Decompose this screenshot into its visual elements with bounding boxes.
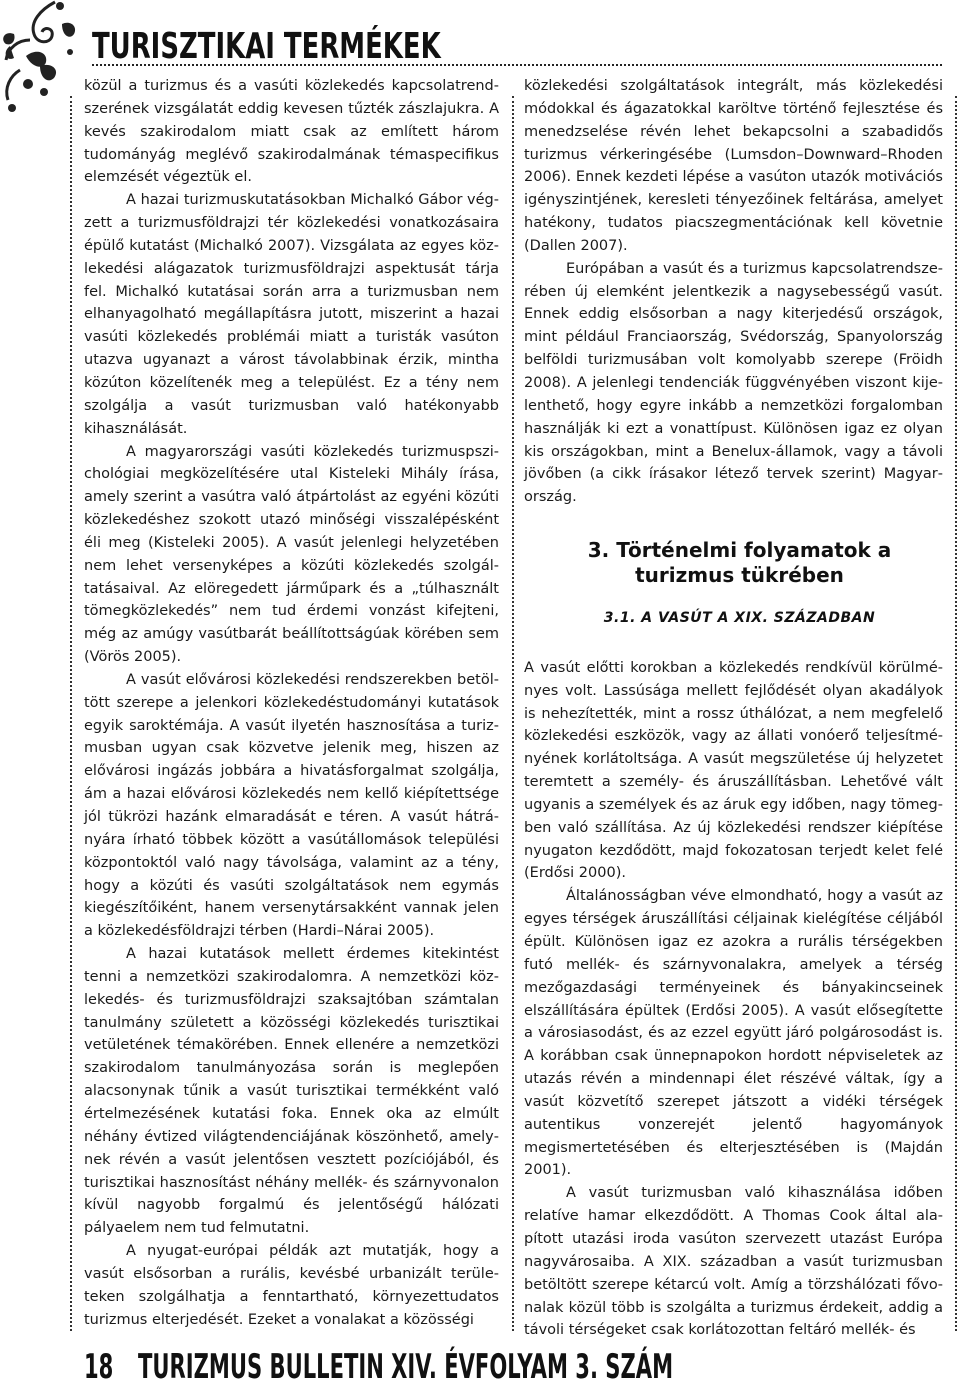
left-dotted-divider [70,96,72,1331]
publication-name: TURIZMUS BULLETIN XIV. ÉVFOLYAM 3. SZÁM [138,1347,674,1387]
paragraph: A vasút előtti korokban a közlekedés rendkívül körülményes volt. Lassúsága mellett fejlődését olyan akadályok is nehezítették, mint a rossz úthálózat, a nem megfelelő közlekedési eszközök, vagy az állati vonóerő teljesítményének korlátoltsága. A vasút megszületése új helyzetet teremtett a személy- és áruszállításban. Lehetővé vált ugyanis a személyek és az áruk egy időben, nagy tömegben való szállítása. Az új közlekedési rendszer kiépítése nyugaton kezdődött, majd fokozatosan terjedt kelet felé (Erdősi 2000). [524,659,943,882]
right-dotted-divider [955,96,957,1331]
page-footer [84,1347,673,1387]
paragraph: A hazai kutatások mellett érdemes kitekintést tenni a nemzetközi szakirodalomra. A nemzetközi közlekedés- és turizmusföldrajzi szaksajtóban számtalan tanulmány született a közösségi közlekedés turisztikai vetületének témakörében. Ennek ellenére a nemzetközi szakirodalom tanulmányozása során is meglepően alacsonynak tűnik a vasút turisztikai termékként való értelmezésének kutatási foka. Ennek oka az elmúlt néhány évtized világtendenciájának köszönhető, amelynek révén a vasút jelentősen vesztett pozíciójából, és turisztikai hasznosítást néhány mellék- és szárnyvonalon kívül nagyobb forgalmú és jelentőségű hálózati pályaelem nem tud felmutatni. [84,946,499,1237]
column-dotted-divider [512,96,514,1331]
paragraph: A vasút elővárosi közlekedési rendszerekben betöltött szerepe a jelenkori közlekedéstudományi kutatások egyik saroktémája. A vasút ilyetén hasznosítása a turizmusban ugyan csak közvetve jelenik meg, hiszen az elővárosi ingázás jobbára a hivatásforgalmat szolgálja, ám a hazai elővárosi közlekedés nem kellő kiépítettsége jól tükrözi hazánk elmaradását e téren. A vasút hátrányára írható többek között a vasútállomások települési központoktól való nagy távolsága, valamint az a tény, hogy a közúti és vasúti szolgáltatások nem egymás kiegészítőiként, hanem versenytársakként vannak jelen a közlekedésföldrajzi térben (Hardi–Nárai 2005). [84,671,499,940]
header-divider [92,64,942,66]
section-heading: 3. Történelmi folyamatok a turizmus tükrében [587,538,892,588]
paragraph: A vasút turizmusban való kihasználása időben relatíve hamar elkezdődött. A Thomas Cook által alapított utazási iroda vasúton szervezett utazást Európa nagyvárosaiba. A XIX. században a vasút turizmusban betöltött szerepe kétarcú volt. Amíg a törzshálózati fővonalak közül több is szolgálta a turizmus érdekeit, addig a távoli térségeket csak korlátozottan feltáró mellék- és [524,1185,943,1339]
left-text-column [84,75,499,1331]
subsection-heading: 3.1. A VASÚT A XIX. SZÁZADBAN [603,610,876,627]
paragraph: Európában a vasút és a turizmus kapcsolatrendszerében új elemként jelentkezik a nagysebességű vasút. Ennek eddig elsősorban a nagy kiterjedésű országok, mint például Franciaország, Svédország, Spanyolország belföldi turizmusában volt komolyabb szerepe (Fröidh 2008). A jelenlegi tendenciák függvényében viszont kijelenthető, hogy egyre inkább a nemzetközi forgalomban használják ki ezt a vonattípust. Különösen igaz ez olyan kis országokban, mint a Benelux-államok, vagy a távoli jövőben (a cikk írásakor létező tervek szerint) Magyarország. [524,260,943,506]
paragraph: A hazai turizmuskutatásokban Michalkó Gábor végzett a turizmusföldrajzi tér közlekedési vonatkozásaira épülő kutatást (Michalkó 2007). Vizsgálata az egyes közlekedési alágazatok turizmusföldrajzi aspektusát tárja fel. Michalkó kutatásai során arra a turizmusban nem elhanyagolható megállapításra jutott, miszerint a hazai vasúti közlekedés problémái miatt a turisták vasúton utazva ugyanazt a várost távolabbinak érzik, mintha közúton közelítenék meg a települést. Ez a tény nem szolgálja a vasút turizmusban való hatékonyabb kihasználását. [84,192,499,437]
flourish-ornament-icon [0,0,95,120]
page-number: 18 [84,1347,114,1387]
paragraph: A nyugat-európai példák azt mutatják, hogy a vasút elsősorban a rurális, kevésbé urbanizált területeken szolgálhatja a fenntartható, környezettudatos turizmus elterjedését. Ezeket a vonalakat a közösségi [84,1243,499,1328]
paragraph: közlekedési szolgáltatások integrált, más közlekedési módokkal és ágazatokkal karöltve történő fejlesztése és menedzselése révén lehet bekapcsolni a szabadidős turizmus vérkeringésébe (Lumsdon–Downward–Rhoden 2006). Ennek kezdeti lépése a vasúton utazók motivációs igényszintjének, keresleti tényezőinek feltárása, amelyet hatékony, tudatos piacszegmentációnak kell követnie (Dallen 2007). [524,78,943,254]
paragraph: közül a turizmus és a vasúti közlekedés kapcsolatrendszerének vizsgálatát eddig kevesen tűzték zászlajukra. A kevés szakirodalom miatt csak az említett három tudományág meglévő szakirodalmának témaspecifikus elemzését végeztük el. [84,78,499,186]
paragraph: A magyarországi vasúti közlekedés turizmuspszichológiai megközelítésére utal Kisteleki Mihály írása, amely szerint a vasútra való átpártolást az egyéni közúti közlekedéshez szokott utazó minőségi visszalépésként éli meg (Kisteleki 2005). A vasút jelenlegi helyzetében nem lehet versenyképes a közúti közlekedés szolgáltatásaival. Az elöregedett járműpark és a „túlhasznált tömegközlekedés” nem tud érdemi vonzást kifejteni, még az amúgy vasútbarát beállítottságúak körében sem (Vörös 2005). [84,443,499,666]
paragraph: Általánosságban véve elmondható, hogy a vasút az egyes térségek áruszállítási céljainak kielégítése céljából épült. Különösen igaz ez azokra a rurális térségekben futó mellék- és szárnyvonalakra, amelyek a térség mezőgazdasági terményeinek és bányakincseinek elszállítására épültek (Erdősi 2005). A vasút elősegítette a városiasodást, és az ezzel együtt járó polgárosodást is. A korábban csak ünnepnapokon hordott népviseletek az utazás révén a mindennapi élet részévé váltak, így a vasút közvetítő szerepet játszott a vidéki térségek autentikus vonzerejét jelentő hagyományok megismertetésében és elterjesztésében is (Majdán 2001). [524,888,943,1179]
right-text-column [524,75,943,1342]
section-header-title: TURISZTIKAI TERMÉKEK [92,26,441,67]
